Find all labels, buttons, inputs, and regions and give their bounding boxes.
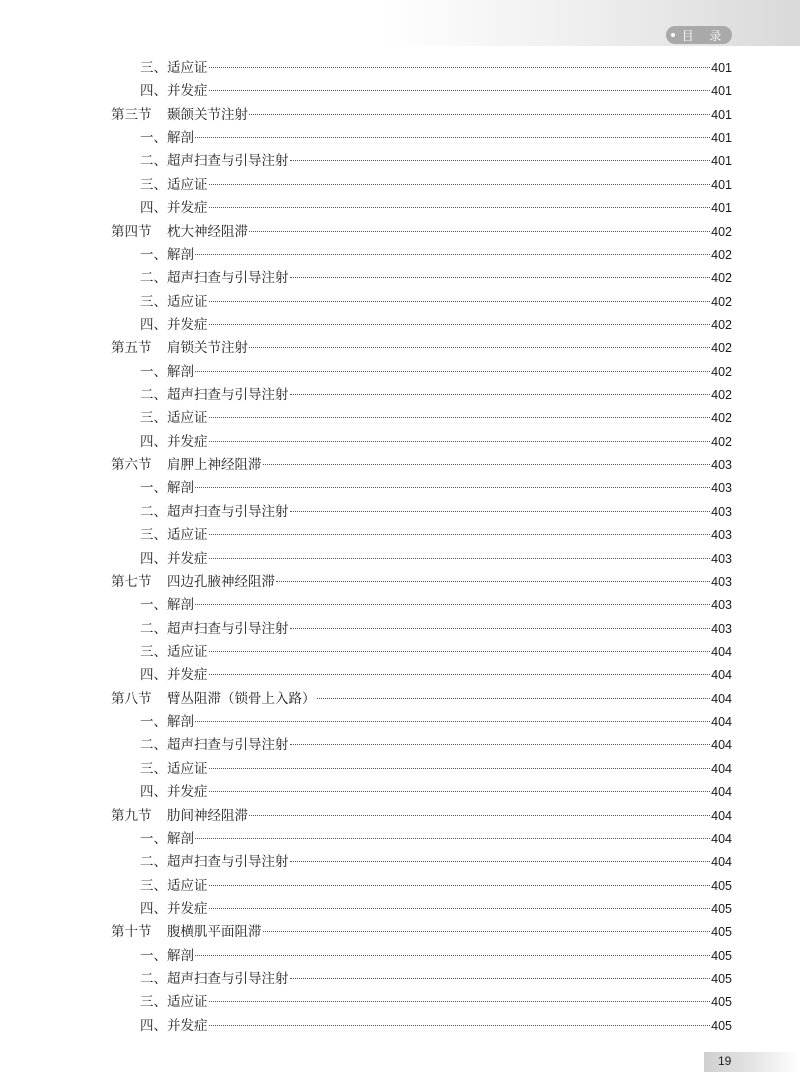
toc-subsection-entry[interactable] — [111, 477, 732, 500]
entry-title: 一、解剖 — [140, 947, 194, 964]
toc-subsection-entry[interactable] — [111, 828, 732, 851]
section-number: 第六节 — [111, 457, 152, 474]
entry-title: 四、并发症 — [140, 83, 208, 100]
entry-title: 三、适应证 — [140, 60, 208, 76]
toc-subsection-entry[interactable] — [111, 431, 732, 454]
dot-leader — [209, 1025, 711, 1026]
toc-subsection-entry[interactable] — [111, 875, 732, 898]
entry-title: 二、超声扫查与引导注射 — [140, 620, 289, 637]
dot-leader — [249, 114, 710, 115]
toc-subsection-entry[interactable] — [111, 407, 732, 430]
page-number-tab — [704, 1052, 800, 1072]
entry-page-number: 405 — [711, 1018, 732, 1033]
entry-page-number: 404 — [711, 761, 732, 776]
entry-title: 二、超声扫查与引导注射 — [140, 270, 289, 287]
entry-title: 一、解剖 — [140, 597, 194, 614]
dot-leader — [195, 721, 710, 722]
entry-title: 二、超声扫查与引导注射 — [140, 854, 289, 871]
dot-leader — [195, 371, 710, 372]
dot-leader — [209, 207, 711, 208]
entry-title: 臂丛阻滞（锁骨上入路） — [167, 690, 316, 707]
dot-leader — [290, 978, 711, 979]
entry-title: 四、并发症 — [140, 667, 208, 684]
entry-page-number: 401 — [711, 107, 732, 122]
toc-subsection-entry[interactable] — [111, 267, 732, 290]
header-band — [380, 0, 800, 46]
entry-title: 腹横肌平面阻滞 — [167, 924, 262, 941]
entry-title: 肋间神经阻滞 — [167, 807, 248, 824]
dot-leader — [276, 581, 710, 582]
dot-leader — [209, 791, 711, 792]
toc-subsection-entry[interactable] — [111, 291, 732, 314]
entry-title: 三、适应证 — [140, 527, 208, 544]
entry-page-number: 402 — [711, 224, 732, 239]
toc-section-entry[interactable] — [111, 571, 732, 594]
entry-title: 三、适应证 — [140, 994, 208, 1011]
entry-page-number: 404 — [711, 668, 732, 683]
entry-page-number: 402 — [711, 364, 732, 379]
entry-title: 四、并发症 — [140, 316, 208, 333]
toc-subsection-entry[interactable] — [111, 57, 732, 80]
entry-page-number: 401 — [711, 84, 732, 99]
dot-leader — [290, 744, 711, 745]
entry-page-number: 402 — [711, 271, 732, 286]
toc-subsection-entry[interactable] — [111, 758, 732, 781]
toc-subsection-entry[interactable] — [111, 384, 732, 407]
toc-subsection-entry[interactable] — [111, 244, 732, 267]
dot-leader — [195, 955, 710, 956]
dot-leader — [209, 90, 711, 91]
dot-leader — [290, 277, 711, 278]
dot-leader — [209, 885, 711, 886]
header-label: 目 录 — [681, 28, 728, 43]
dot-leader — [209, 674, 711, 675]
entry-title: 肩胛上神经阻滞 — [167, 457, 262, 474]
entry-title: 二、超声扫查与引导注射 — [140, 737, 289, 754]
entry-page-number: 404 — [711, 855, 732, 870]
entry-page-number: 403 — [711, 574, 732, 589]
toc-subsection-entry[interactable] — [111, 991, 732, 1014]
entry-title: 三、适应证 — [140, 176, 208, 193]
toc-section-entry[interactable] — [111, 454, 732, 477]
toc-section-entry[interactable] — [111, 688, 732, 711]
toc-section-entry[interactable] — [111, 221, 732, 244]
dot-leader — [195, 604, 710, 605]
section-number: 第三节 — [111, 106, 152, 123]
entry-page-number: 402 — [711, 388, 732, 403]
entry-title: 枕大神经阻滞 — [167, 223, 248, 240]
entry-page-number: 402 — [711, 247, 732, 262]
toc-section-entry[interactable] — [111, 921, 732, 944]
entry-title: 一、解剖 — [140, 830, 194, 847]
section-number: 第四节 — [111, 223, 152, 240]
section-number: 第五节 — [111, 340, 152, 357]
dot-leader — [249, 231, 710, 232]
entry-title: 一、解剖 — [140, 480, 194, 497]
dot-leader — [209, 534, 711, 535]
toc-subsection-entry[interactable] — [111, 174, 732, 197]
entry-page-number: 405 — [711, 948, 732, 963]
entry-page-number: 403 — [711, 481, 732, 496]
entry-title: 三、适应证 — [140, 760, 208, 777]
entry-title: 一、解剖 — [140, 130, 194, 147]
toc-section-entry[interactable] — [111, 337, 732, 360]
entry-page-number: 402 — [711, 294, 732, 309]
entry-page-number: 404 — [711, 808, 732, 823]
entry-page-number: 401 — [711, 177, 732, 192]
dot-leader — [290, 628, 711, 629]
dot-leader — [209, 417, 711, 418]
entry-page-number: 405 — [711, 901, 732, 916]
toc-subsection-entry[interactable] — [111, 150, 732, 173]
entry-page-number: 404 — [711, 691, 732, 706]
toc-subsection-entry[interactable] — [111, 968, 732, 991]
entry-title: 一、解剖 — [140, 714, 194, 731]
entry-page-number: 404 — [711, 715, 732, 730]
dot-leader — [209, 441, 711, 442]
entry-title: 三、适应证 — [140, 877, 208, 894]
toc-subsection-entry[interactable] — [111, 851, 732, 874]
toc-subsection-entry[interactable] — [111, 711, 732, 734]
entry-page-number: 403 — [711, 458, 732, 473]
entry-title: 一、解剖 — [140, 363, 194, 380]
toc-subsection-entry[interactable] — [111, 618, 732, 641]
entry-page-number: 405 — [711, 878, 732, 893]
toc-subsection-entry[interactable] — [111, 524, 732, 547]
entry-page-number: 401 — [711, 201, 732, 216]
entry-page-number: 404 — [711, 831, 732, 846]
entry-title: 二、超声扫查与引导注射 — [140, 153, 289, 170]
entry-title: 四、并发症 — [140, 900, 208, 917]
entry-page-number: 405 — [711, 972, 732, 987]
dot-leader — [317, 698, 711, 699]
dot-leader — [209, 768, 711, 769]
toc-subsection-entry[interactable] — [111, 641, 732, 664]
entry-page-number: 405 — [711, 995, 732, 1010]
toc-subsection-entry[interactable] — [111, 501, 732, 524]
entry-title: 三、适应证 — [140, 293, 208, 310]
entry-page-number: 404 — [711, 785, 732, 800]
dot-leader — [263, 931, 711, 932]
dot-leader — [209, 324, 711, 325]
section-header-tag — [666, 26, 732, 44]
toc-subsection-entry[interactable] — [111, 548, 732, 571]
entry-title: 四、并发症 — [140, 550, 208, 567]
dot-leader — [290, 394, 711, 395]
dot-leader — [249, 815, 710, 816]
entry-page-number: 404 — [711, 738, 732, 753]
entry-page-number: 401 — [711, 154, 732, 169]
dot-leader — [195, 838, 710, 839]
toc-subsection-entry[interactable] — [111, 781, 732, 804]
page-number: 19 — [718, 1054, 732, 1068]
toc-subsection-entry[interactable] — [111, 80, 732, 103]
table-of-contents — [111, 57, 732, 1038]
toc-subsection-entry[interactable] — [111, 127, 732, 150]
dot-leader — [290, 160, 711, 161]
entry-title: 二、超声扫查与引导注射 — [140, 387, 289, 404]
toc-subsection-entry[interactable] — [111, 361, 732, 384]
dot-leader — [209, 184, 711, 185]
toc-subsection-entry[interactable] — [111, 664, 732, 687]
dot-leader — [195, 254, 710, 255]
section-number: 第十节 — [111, 924, 152, 941]
section-number: 第九节 — [111, 807, 152, 824]
section-number: 第七节 — [111, 573, 152, 590]
dot-leader — [209, 67, 711, 68]
entry-page-number: 401 — [711, 131, 732, 146]
toc-subsection-entry[interactable] — [111, 197, 732, 220]
dot-leader — [263, 464, 711, 465]
entry-title: 肩锁关节注射 — [167, 340, 248, 357]
dot-leader — [195, 137, 710, 138]
dot-leader — [209, 558, 711, 559]
entry-title: 四、并发症 — [140, 1017, 208, 1034]
dot-leader — [290, 511, 711, 512]
dot-leader — [209, 908, 711, 909]
toc-subsection-entry[interactable] — [111, 734, 732, 757]
entry-title: 二、超声扫查与引导注射 — [140, 971, 289, 988]
dot-leader — [195, 487, 710, 488]
dot-leader — [249, 347, 710, 348]
dot-leader — [290, 861, 711, 862]
entry-page-number: 403 — [711, 621, 732, 636]
toc-section-entry[interactable] — [111, 805, 732, 828]
toc-subsection-entry[interactable] — [111, 594, 732, 617]
entry-page-number: 402 — [711, 341, 732, 356]
entry-page-number: 403 — [711, 528, 732, 543]
toc-subsection-entry[interactable] — [111, 945, 732, 968]
dot-leader — [209, 651, 711, 652]
entry-page-number: 404 — [711, 644, 732, 659]
entry-page-number: 401 — [711, 61, 732, 75]
entry-title: 四边孔腋神经阻滞 — [167, 573, 275, 590]
entry-title: 四、并发症 — [140, 784, 208, 801]
entry-title: 一、解剖 — [140, 246, 194, 263]
toc-section-entry[interactable] — [111, 104, 732, 127]
entry-page-number: 402 — [711, 434, 732, 449]
dot-leader — [209, 1001, 711, 1002]
entry-page-number: 403 — [711, 504, 732, 519]
entry-page-number: 402 — [711, 317, 732, 332]
entry-page-number: 405 — [711, 925, 732, 940]
entry-title: 颞颌关节注射 — [167, 106, 248, 123]
entry-title: 四、并发症 — [140, 433, 208, 450]
entry-page-number: 402 — [711, 411, 732, 426]
entry-title: 三、适应证 — [140, 410, 208, 427]
toc-subsection-entry[interactable] — [111, 1015, 732, 1038]
entry-page-number: 403 — [711, 551, 732, 566]
toc-subsection-entry[interactable] — [111, 314, 732, 337]
dot-leader — [209, 301, 711, 302]
entry-title: 四、并发症 — [140, 200, 208, 217]
entry-title: 三、适应证 — [140, 643, 208, 660]
entry-title: 二、超声扫查与引导注射 — [140, 503, 289, 520]
bullet-icon — [671, 33, 675, 37]
toc-subsection-entry[interactable] — [111, 898, 732, 921]
section-number: 第八节 — [111, 690, 152, 707]
entry-page-number: 403 — [711, 598, 732, 613]
